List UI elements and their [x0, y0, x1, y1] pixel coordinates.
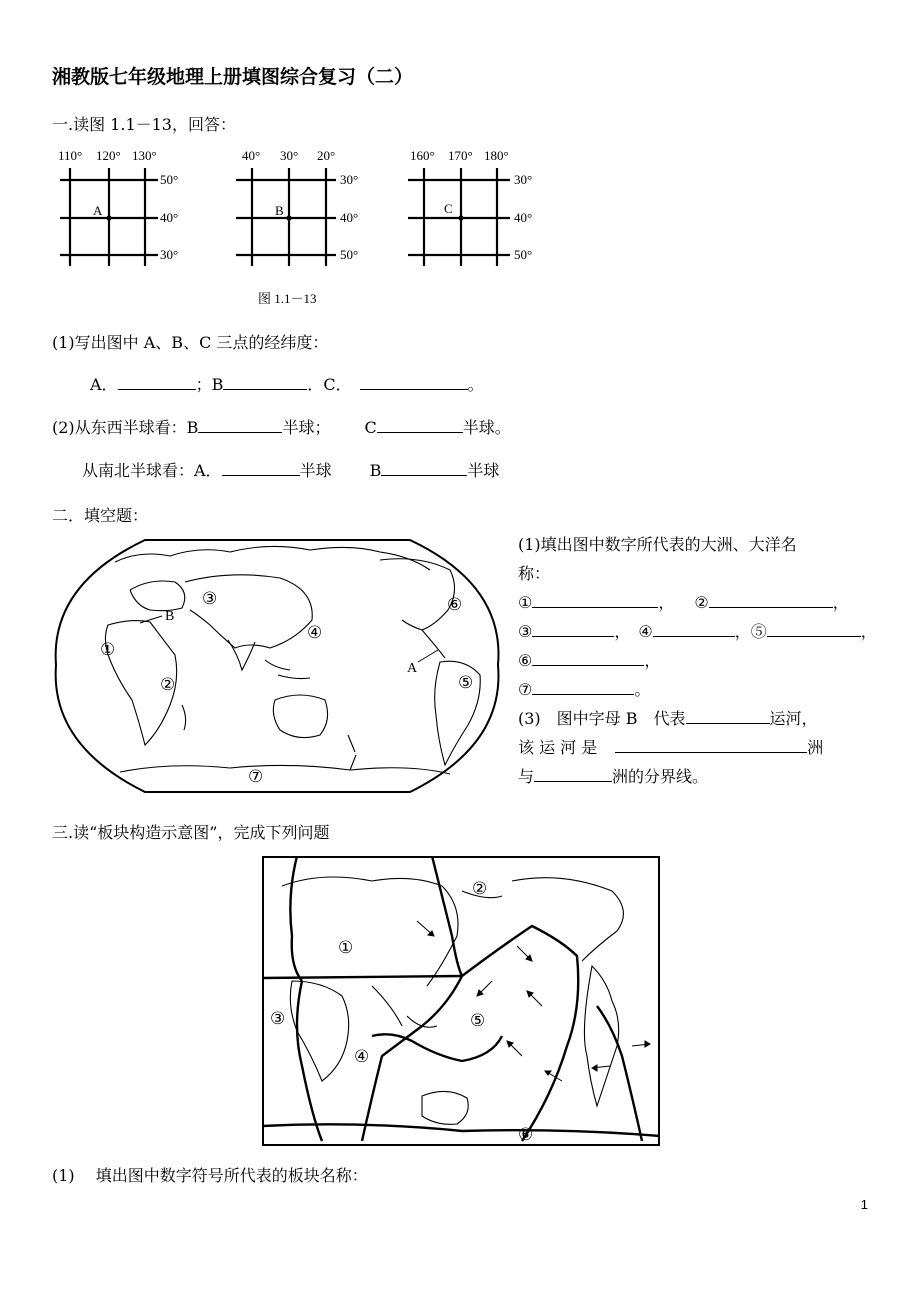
- blank-continent-1[interactable]: [615, 738, 807, 753]
- map3-label-3: ③: [270, 1009, 286, 1028]
- grid3-point-label: C: [444, 201, 453, 216]
- blank-canal-name[interactable]: [686, 709, 770, 724]
- q2-label: (2)从东西半球看：B: [52, 418, 199, 437]
- world-map: [50, 530, 505, 798]
- s2-q3-b: 运河，: [769, 709, 818, 728]
- q2-row: [52, 415, 511, 438]
- grid2-lon-1: 40°: [242, 148, 261, 163]
- map2-label-3: ③: [202, 589, 218, 608]
- grid3-lat-1: 30°: [514, 172, 533, 187]
- point-b-dot: [286, 215, 291, 220]
- blank-6[interactable]: [532, 651, 644, 666]
- grid3-lon-1: 160°: [410, 148, 435, 163]
- q1-text: (1)写出图中 A、B、C 三点的经纬度：: [52, 333, 329, 352]
- grid3-lon-3: 180°: [484, 148, 509, 163]
- s2-r2-b-sep: ，: [734, 622, 751, 641]
- s2-r2-c-sep: ，: [860, 622, 877, 641]
- grid1-lon-2: 120°: [96, 148, 121, 163]
- s2-r2-c: ⑤: [750, 622, 767, 641]
- map3-label-4: ④: [354, 1047, 370, 1066]
- s2-q3-row3: [518, 764, 708, 787]
- grid1-lon-3: 130°: [132, 148, 157, 163]
- s2-r1-a-sep: ，: [658, 593, 675, 612]
- blank-b-coords[interactable]: [223, 375, 307, 390]
- section1-heading: 一.读图 1.1－13，回答：: [52, 115, 236, 134]
- s2-q3-row2: [518, 735, 823, 758]
- blank-a-hemisphere-ns[interactable]: [222, 461, 300, 476]
- blank-c-hemisphere-ew[interactable]: [377, 418, 463, 433]
- grid3-lon-2: 170°: [448, 148, 473, 163]
- point-a-dot: [106, 215, 111, 220]
- s2-q3-c: 该 运 河 是: [518, 738, 598, 757]
- grid2-lat-3: 50°: [340, 247, 359, 262]
- q2-c-suffix: 半球。: [462, 418, 511, 437]
- s3-q1: (1) 填出图中数字符号所代表的板块名称：: [52, 1166, 368, 1185]
- s2-r3-sep: ，: [644, 651, 661, 670]
- q3-row: [82, 458, 499, 481]
- page-number: 1: [860, 1197, 868, 1212]
- plate-tectonics-map: [262, 856, 660, 1146]
- q3-b-label: B: [369, 461, 382, 480]
- map2-label-5: ⑤: [458, 673, 474, 692]
- q2-b-suffix: 半球；: [282, 418, 331, 437]
- s2-q3-a: (3) 图中字母 B 代表: [518, 709, 686, 728]
- q3-a-suffix: 半球: [299, 461, 332, 480]
- q2-c-label: C: [364, 418, 377, 437]
- map3-label-5: ⑤: [470, 1011, 486, 1030]
- s2-row1: [518, 590, 849, 613]
- s2-r3: ⑥: [518, 651, 533, 670]
- s2-row3: [518, 648, 660, 671]
- map2-letter-a: A: [407, 661, 418, 676]
- blank-continent-2[interactable]: [534, 767, 612, 782]
- q1-end: 。: [467, 375, 484, 394]
- q1-answer-row: [90, 372, 484, 395]
- q1-a-label: A．: [90, 375, 118, 394]
- grid2-lon-2: 30°: [280, 148, 299, 163]
- grid1-lat-1: 50°: [160, 172, 179, 187]
- map2-label-1: ①: [100, 640, 116, 659]
- q3-b-suffix: 半球: [467, 461, 500, 480]
- grid2-lat-1: 30°: [340, 172, 359, 187]
- blank-3[interactable]: [532, 622, 614, 637]
- map3-label-1: ①: [338, 938, 354, 957]
- s2-q3-f: 洲的分界线。: [612, 767, 709, 786]
- grid3-lat-2: 40°: [514, 210, 533, 225]
- s2-q3-e: 与: [518, 767, 535, 786]
- grid1-lon-1: 110°: [58, 148, 83, 163]
- grid1-lat-3: 30°: [160, 247, 179, 262]
- blank-4[interactable]: [653, 622, 735, 637]
- map2-label-7: ⑦: [248, 767, 264, 786]
- grid2-lon-3: 20°: [317, 148, 336, 163]
- blank-2[interactable]: [709, 593, 833, 608]
- grid3-lat-3: 50°: [514, 247, 533, 262]
- grid2-point-label: B: [275, 203, 284, 218]
- blank-1[interactable]: [532, 593, 658, 608]
- q1-b-label: ；B: [195, 375, 224, 394]
- s2-q3-row1: [518, 706, 818, 729]
- s2-r1-b-sep: ，: [832, 593, 849, 612]
- s2-r2-b: ④: [638, 622, 653, 641]
- grid2-lat-2: 40°: [340, 210, 359, 225]
- blank-b-hemisphere-ew[interactable]: [198, 418, 282, 433]
- q3-label: 从南北半球看：A．: [82, 461, 222, 480]
- s2-r4-sep: 。: [634, 680, 651, 699]
- map2-pointer-b: [140, 616, 162, 623]
- section3-heading: 三.读“板块构造示意图”，完成下列问题: [52, 823, 330, 842]
- s2-q1: (1)填出图中数字所代表的大洲、大洋名: [518, 535, 797, 554]
- s2-r2-a-sep: ，: [614, 622, 631, 641]
- page-title: 湘教版七年级地理上册填图综合复习（二）: [52, 66, 414, 88]
- blank-5[interactable]: [767, 622, 861, 637]
- s2-r1-a: ①: [518, 593, 533, 612]
- grid1-lat-2: 40°: [160, 210, 179, 225]
- point-c-dot: [458, 215, 463, 220]
- blank-a-coords[interactable]: [118, 375, 196, 390]
- q1-c-label: ．C．: [307, 375, 352, 394]
- figure-caption: 图 1.1－13: [258, 291, 317, 306]
- map2-label-2: ②: [160, 675, 176, 694]
- grid-figure: [50, 140, 550, 315]
- s2-row4: [518, 677, 650, 700]
- blank-b-hemisphere-ns[interactable]: [381, 461, 467, 476]
- s2-row2: [518, 619, 877, 642]
- s2-q3-d: 洲: [807, 738, 824, 757]
- map2-label-4: ④: [307, 623, 323, 642]
- map2-letter-b: B: [165, 609, 175, 624]
- s2-q1-cont: 称：: [518, 564, 551, 583]
- map3-label-2: ②: [472, 879, 488, 898]
- s2-r1-b: ②: [694, 593, 709, 612]
- s2-r4: ⑦: [518, 680, 533, 699]
- map3-label-6: ⑥: [518, 1125, 534, 1144]
- grid1-point-label: A: [93, 203, 103, 218]
- map2-label-6: ⑥: [447, 595, 463, 614]
- blank-7[interactable]: [532, 680, 634, 695]
- blank-c-coords[interactable]: [360, 375, 468, 390]
- section2-heading: 二．填空题：: [52, 506, 149, 525]
- map2-pointer-a: [418, 650, 438, 662]
- s2-r2-a: ③: [518, 622, 533, 641]
